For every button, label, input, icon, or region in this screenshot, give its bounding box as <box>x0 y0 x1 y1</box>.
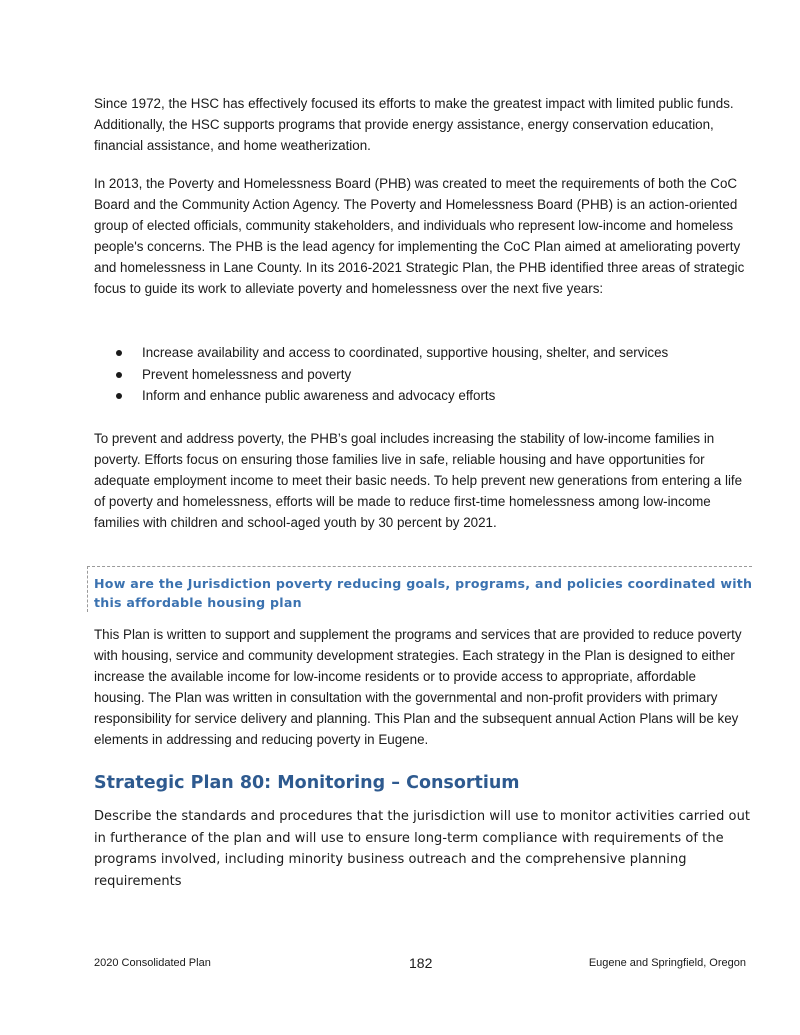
body-paragraph: In 2013, the Poverty and Homelessness Board (PHB) was created to meet the requirements of both the CoC Board and the Community Action Agency. The Poverty and Homelessness Board (PHB) is an action-oriented group of elected officials, community stakeholders, and individuals who represent low-income and homeless people's concerns. The PHB is the lead agency for implementing the CoC Plan aimed at ameliorating poverty and homelessness in Lane County. In its 2016-2021 Strategic Plan, the PHB identified three areas of strategic focus to guide its work to alleviate poverty and homelessness over the next five years: <box>94 176 745 296</box>
section-heading: Strategic Plan 80: Monitoring – Consortium <box>94 773 520 793</box>
list-item: Prevent homelessness and poverty <box>94 364 734 386</box>
section-description: Describe the standards and procedures that the jurisdiction will use to monitor activities carried out in furtherance of the plan and will use to ensure long-term compliance with requirements of the programs involved, including minority business outreach and the comprehensive planning requirements <box>94 809 751 889</box>
body-paragraph: Since 1972, the HSC has effectively focused its efforts to make the greatest impact with limited public funds. Additionally, the HSC supports programs that provide energy assistance, energy conservation education, financial assistance, and home weatherization. <box>94 96 734 153</box>
footer-document-title: 2020 Consolidated Plan <box>94 957 211 969</box>
footer-jurisdiction: Eugene and Springfield, Oregon <box>588 957 746 969</box>
body-paragraph: This Plan is written to support and supplement the programs and services that are provided to reduce poverty with housing, service and community development strategies. Each strategy in the Plan is designed to either increase the available income for low-income residents or to provide access to appropriate, affordable housing. The Plan was written in consultation with the governmental and non-profit providers with primary responsibility for service delivery and planning. This Plan and the subsequent annual Action Plans will be key elements in addressing and reducing poverty in Eugene. <box>94 627 742 747</box>
list-item: Inform and enhance public awareness and advocacy efforts <box>94 385 734 407</box>
strategic-focus-list <box>94 342 734 407</box>
list-item: Increase availability and access to coordinated, supportive housing, shelter, and services <box>94 342 734 364</box>
body-paragraph: To prevent and address poverty, the PHB’s goal includes increasing the stability of low-income families in poverty. Efforts focus on ensuring those families live in safe, reliable housing and have opportunities for adequate employment income to meet their basic needs. To help prevent new generations from entering a life of poverty and homelessness, efforts will be made to reduce first-time homelessness among low-income families with children and school-aged youth by 30 percent by 2021. <box>94 431 743 530</box>
page-number: 182 <box>409 955 433 971</box>
question-heading: How are the Jurisdiction poverty reducing goals, programs, and policies coordinated with this affordable housing plan <box>94 576 753 610</box>
